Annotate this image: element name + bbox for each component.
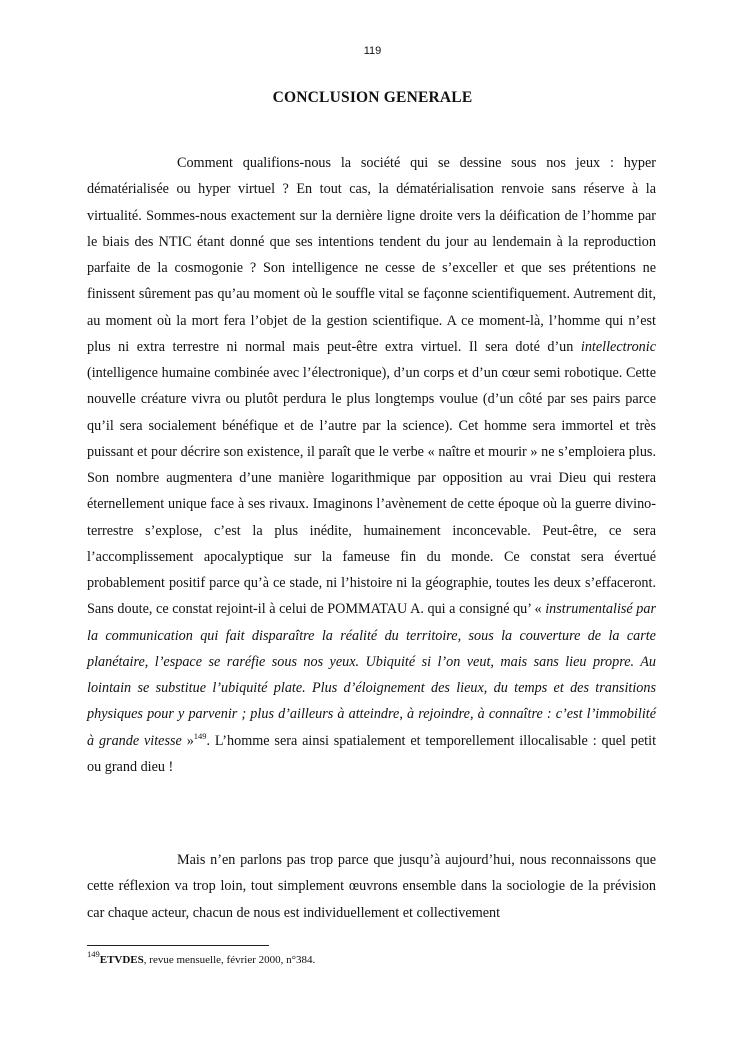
page-title: CONCLUSION GENERALE <box>272 89 473 106</box>
footnote-separator <box>87 945 269 946</box>
closing-quote-mark: » <box>186 732 194 749</box>
page-number: 119 <box>363 45 382 57</box>
footnote-text: , revue mensuelle, février 2000, n°384. <box>143 954 316 966</box>
footnote-reference[interactable]: 149 <box>193 730 207 741</box>
paragraph-2-text: Mais n’en parlons pas trop parce que jusqu’à aujourd’hui, nous reconnaissons que cette réflexion va trop loin, tout simplement œuvrons ensemble dans la sociologie de la prévision car chaque acteur, chacun de nous est individuellement et collectivement <box>87 852 656 921</box>
footnote-source: ETVDES <box>99 954 144 966</box>
footnote <box>87 949 656 967</box>
quotation-pommatau: instrumentalisé par la communication qui fait disparaître la réalité du territoire, sous la couverture de la carte planétaire, l’espace se raréfie sous nos yeux. Ubiquité si l’on veut, mais sans lieu propre. Au lointain se substitue l’ubiquité plate. Plus d’éloignement des lieux, du temps et des transitions physiques pour y parvenir ; plus d’ailleurs à atteindre, à rejoindre, à connaître : c’est l’immobilité à grande vitesse <box>87 601 656 749</box>
paragraph-1-part-2: (intelligence humaine combinée avec l’électronique), d’un corps et d’un cœur semi robotique. Cette nouvelle créature vivra ou plutôt perdura le plus longtemps voulue (d’un côté par ses pairs parce qu’il sera socialement bénéfique et de l’autre par la science). Cet homme sera immortel et très puissant et pour décrire son existence, il paraît que le verbe « naître et mourir » ne s’emploiera plus. Son nombre augmentera d’une manière logarithmique par opposition au vrai Dieu qui restera éternellement unique face à ses rivaux. Imaginons l’avènement de cette époque où la guerre divino-terrestre s’explose, c’est la plus inédite, humainement inconcevable. Peut-être, ce sera l’accomplissement apocalyptique sur la fameuse fin du monde. Ce constat sera évertué probablement positif parce qu’à ce stade, ni l’histoire ni la géographie, toutes les deux s’effaceront. Sans doute, ce constat rejoint-il à celui de POMMATAU A. qui a consigné qu’ « <box>87 365 656 618</box>
paragraph-conclusion-2 <box>87 847 656 926</box>
paragraph-1-part-3: . L’homme sera ainsi spatialement et temporellement illocalisable : quel petit ou grand dieu ! <box>87 732 657 775</box>
paragraph-conclusion-1 <box>87 150 656 780</box>
footnote-number: 149 <box>87 949 100 959</box>
paragraph-1-part-1: Comment qualifions-nous la société qui se dessine sous nos jeux : hyper dématérialisée ou hyper virtuel ? En tout cas, la dématérialisation renvoie sans réserve à la virtualité. Sommes-nous exactement sur la dernière ligne droite vers la déification de l’homme par le biais des NTIC étant donné que ses intentions tendent du jour au lendemain à la reproduction parfaite de la cosmogonie ? Son intelligence ne cesse de s’exceller et que ses prétentions ne finissent sûrement pas qu’au moment où le souffle vital se façonne scientifiquement. Autrement dit, au moment où la mort fera l’objet de la gestion scientifique. A ce moment-là, l’homme qui n’est plus ni extra terrestre ni normal mais peut-être extra virtuel. Il sera doté d’un <box>87 155 656 355</box>
term-intellectronic: intellectronic <box>580 338 657 355</box>
